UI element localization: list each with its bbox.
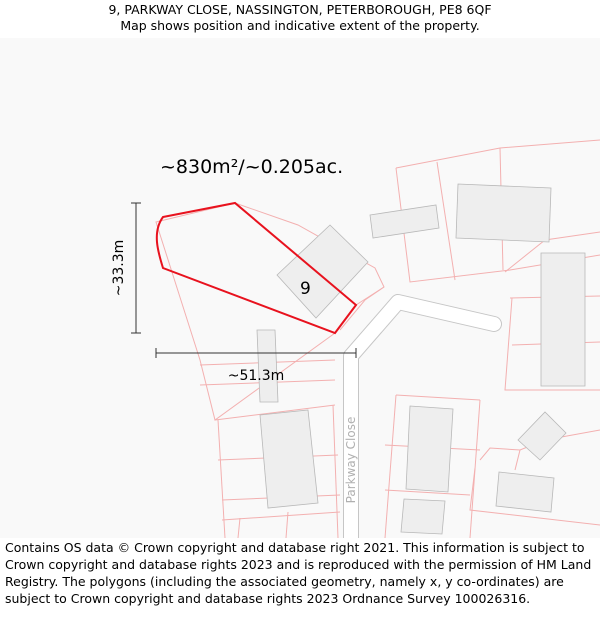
property-map[interactable] (0, 38, 600, 538)
map-canvas (0, 38, 600, 538)
property-address: 9, PARKWAY CLOSE, NASSINGTON, PETERBOROUGH, PE8 6QF (108, 2, 492, 17)
map-subtitle: Map shows position and indicative extent of the property. (120, 18, 480, 33)
map-header (0, 0, 600, 38)
area-label: ~830m²/~0.205ac. (160, 156, 344, 178)
plot-number-label: 9 (300, 279, 311, 299)
road-name-label: Parkway Close (344, 416, 358, 504)
copyright-notice: Contains OS data © Crown copyright and database right 2021. This information is subject to Crown copyright and database rights 2023 and is reproduced with the permission of HM Land Registry. The polygons (including the associated geometry, namely x, y co-ordinates) are subject to Crown copyright and database rights 2023 Ordnance Survey 100026316. (5, 540, 592, 606)
buildings (257, 184, 585, 534)
width-dimension-label: ~51.3m (227, 368, 285, 384)
height-dimension-label: ~33.3m (111, 239, 127, 297)
